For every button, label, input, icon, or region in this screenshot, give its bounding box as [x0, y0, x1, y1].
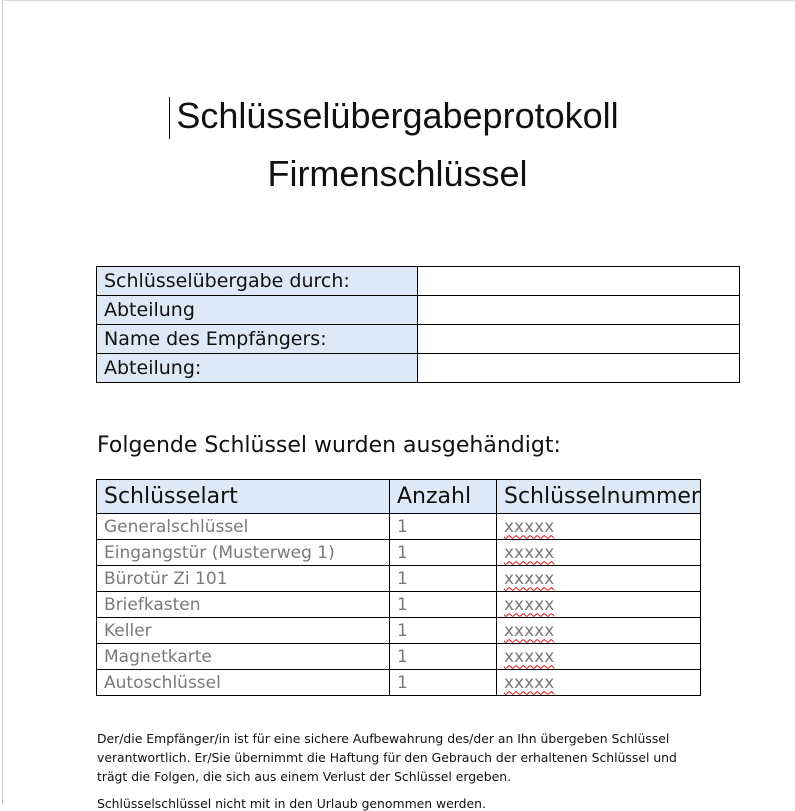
key-number-text: xxxxx: [504, 516, 555, 537]
key-number-text: xxxxx: [504, 646, 555, 667]
header-count[interactable]: Anzahl: [390, 480, 497, 514]
table-header-row: [97, 480, 701, 514]
recipient-name-label[interactable]: Name des Empfängers:: [97, 325, 418, 354]
handover-by-value[interactable]: [418, 267, 740, 296]
table-row: [97, 325, 740, 354]
table-row: [97, 267, 740, 296]
table-row: [97, 670, 701, 696]
table-row: [97, 514, 701, 540]
handover-by-label[interactable]: Schlüsselübergabe durch:: [97, 267, 418, 296]
key-number-cell[interactable]: [497, 618, 701, 644]
key-type-cell[interactable]: Eingangstür (Musterweg 1): [97, 540, 390, 566]
key-number-text: xxxxx: [504, 594, 555, 615]
recipient-name-value[interactable]: [418, 325, 740, 354]
header-key-type[interactable]: Schlüsselart: [97, 480, 390, 514]
key-number-cell[interactable]: [497, 540, 701, 566]
keys-heading[interactable]: Folgende Schlüssel wurden ausgehändigt:: [97, 433, 561, 458]
recipient-department-value[interactable]: [418, 354, 740, 383]
table-row: [97, 296, 740, 325]
key-type-cell[interactable]: [97, 566, 390, 592]
department-value[interactable]: [418, 296, 740, 325]
table-row: [97, 566, 701, 592]
key-count-cell[interactable]: 1: [390, 644, 497, 670]
header-key-number[interactable]: Schlüsselnummer: [497, 480, 701, 514]
key-count-cell[interactable]: 1: [390, 618, 497, 644]
key-type-text: Bürotür Zi 101: [104, 568, 228, 589]
table-row: [97, 618, 701, 644]
key-number-cell[interactable]: [497, 566, 701, 592]
key-count-cell[interactable]: 1: [390, 670, 497, 696]
key-type-cell[interactable]: Magnetkarte: [97, 644, 390, 670]
key-number-text: xxxxx: [504, 542, 555, 563]
page-edge-top: [2, 0, 795, 1]
key-number-text: xxxxx: [504, 672, 555, 693]
key-type-cell[interactable]: Briefkasten: [97, 592, 390, 618]
key-type-cell[interactable]: Autoschlüssel: [97, 670, 390, 696]
cut-off-line[interactable]: Schlüsselschlüssel nicht mit in den Urlaub genommen werden.: [97, 796, 486, 811]
key-number-cell[interactable]: [497, 670, 701, 696]
key-type-cell[interactable]: Generalschlüssel: [97, 514, 390, 540]
handover-info-table: [96, 266, 740, 383]
key-count-cell[interactable]: 1: [390, 592, 497, 618]
key-type-cell[interactable]: Keller: [97, 618, 390, 644]
key-number-text: xxxxx: [504, 568, 555, 589]
keys-table: [96, 479, 701, 696]
key-number-text: xxxxx: [504, 620, 555, 641]
key-count-cell[interactable]: 1: [390, 566, 497, 592]
table-row: [97, 644, 701, 670]
table-row: [97, 592, 701, 618]
document-title[interactable]: Schlüsselübergabeprotokoll: [176, 95, 619, 136]
document-subtitle[interactable]: Firmenschlüssel: [267, 153, 528, 194]
table-row: [97, 540, 701, 566]
table-row: [97, 354, 740, 383]
key-count-cell[interactable]: 1: [390, 540, 497, 566]
key-count-cell[interactable]: 1: [390, 514, 497, 540]
recipient-department-label[interactable]: Abteilung:: [97, 354, 418, 383]
liability-paragraph[interactable]: Der/die Empfänger/in ist für eine sichere Aufbewahrung des/der an Ihn übergeben Schlüssel verantwortlich. Er/Sie übernimmt die Haftung für den Gebrauch der erhaltenen Schlüssel und trägt die Folgen, die sich aus einem Verlust der Schlüssel ergeben.: [97, 731, 677, 784]
key-number-cell[interactable]: [497, 644, 701, 670]
key-number-cell[interactable]: [497, 514, 701, 540]
department-label[interactable]: Abteilung: [97, 296, 418, 325]
key-number-cell[interactable]: [497, 592, 701, 618]
